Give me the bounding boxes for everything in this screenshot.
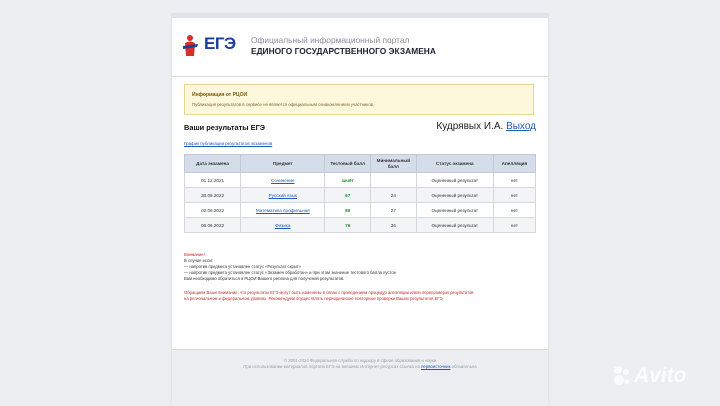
column-header-appeal: Апелляция — [493, 155, 535, 173]
results-notes — [184, 252, 396, 282]
note-line: Вам необходимо обратиться в РЦОИ Вашего региона для получения результатов. — [184, 276, 345, 281]
subject-link[interactable]: Физика — [275, 222, 291, 228]
info-notice — [184, 84, 534, 115]
note-line: В случае если: — [184, 258, 213, 263]
logo-text: ЕГЭ — [204, 34, 236, 53]
copyright-text: © 2001-2024 Федеральная служба по надзору в сфере образования и науки — [283, 358, 437, 363]
footer-attribution — [172, 364, 548, 369]
logo-figure-icon — [182, 34, 204, 58]
table-row — [185, 188, 536, 203]
results-table — [184, 154, 536, 233]
user-name: Кудрявых И.А. — [436, 121, 504, 132]
user-area — [436, 121, 536, 132]
results-change-warning — [184, 290, 474, 302]
avito-watermark-text: Avito — [634, 364, 687, 387]
column-header-score: Тестовый балл — [325, 155, 371, 173]
avito-watermark — [612, 364, 712, 394]
exam-date: 01.12.2021 — [185, 173, 241, 188]
min-score: 24 — [371, 188, 417, 203]
source-link[interactable]: первоисточник — [421, 364, 451, 369]
portal-header — [172, 18, 548, 77]
min-score: 36 — [371, 218, 417, 233]
warning-line: Обращаем Ваше внимание, что результаты ЕГЭ могут быть изменены в связи с проведением процедур апелляции и/или перепроверок результатов — [184, 290, 474, 295]
portal-title: ЕДИНОГО ГОСУДАРСТВЕННОГО ЭКЗАМЕНА — [251, 46, 436, 56]
portal-page — [172, 14, 548, 405]
logout-link[interactable]: Выход — [506, 121, 536, 132]
column-header-subject: Предмет — [241, 155, 325, 173]
warning-line: на региональном и федеральном уровнях. Рекомендуем осуществлять периодические повторные проверки Ваших результатов ЕГЭ. — [184, 296, 444, 301]
test-score: зачёт — [325, 173, 371, 188]
test-score: 76 — [325, 218, 371, 233]
note-line: — напротив предмета установлен статус «Результат скрыт» — [184, 264, 302, 269]
subject-link[interactable]: Русский язык — [268, 192, 297, 198]
exam-date: 30.05.2022 — [185, 188, 241, 203]
page-footer — [172, 349, 548, 406]
info-text: Публикация результатов в сервисе не является официальным ознакомлением участников. — [192, 102, 375, 107]
min-score — [371, 173, 417, 188]
test-score: 86 — [325, 203, 371, 218]
test-score: 67 — [325, 188, 371, 203]
portal-subtitle: Официальный информационный портал — [251, 35, 410, 45]
appeal-status: нет — [493, 203, 535, 218]
results-title: Ваши результаты ЕГЭ — [184, 123, 266, 132]
appeal-status: нет — [493, 188, 535, 203]
min-score: 27 — [371, 203, 417, 218]
table-row — [185, 173, 536, 188]
exam-date: 02.06.2022 — [185, 203, 241, 218]
column-header-status: Статус экзамена — [416, 155, 493, 173]
info-title: Информация от РЦОИ — [192, 92, 248, 98]
attention-label: Внимание! — [184, 252, 205, 257]
appeal-status: нет — [493, 173, 535, 188]
column-header-min-score: Минимальный балл — [371, 155, 417, 173]
attribution-suffix: обязательна — [451, 364, 477, 369]
exam-status: Оцененный результат — [416, 203, 493, 218]
exam-status: Оцененный результат — [416, 188, 493, 203]
note-line: — напротив предмета установлен статус «Экзамен обработан» и при этом значение тестового балла пустое — [184, 270, 397, 275]
subject-link[interactable]: Математика профильная — [255, 207, 310, 213]
subject-link[interactable]: Сочинение — [271, 177, 295, 183]
appeal-status: нет — [493, 218, 535, 233]
exam-date: 06.06.2022 — [185, 218, 241, 233]
table-row — [185, 218, 536, 233]
exam-status: Оцененный результат — [416, 173, 493, 188]
ege-logo[interactable] — [182, 34, 234, 58]
exam-status: Оцененный результат — [416, 218, 493, 233]
schedule-link[interactable]: График публикации результатов экзаменов — [184, 141, 273, 146]
column-header-date: Дата экзамена — [185, 155, 241, 173]
table-row — [185, 203, 536, 218]
table-header-row — [185, 155, 536, 173]
attribution-prefix: При использовании материалов портала ЕГЭ на внешних Интернет-ресурсах ссылка на — [243, 364, 420, 369]
avito-dots-icon — [612, 364, 632, 388]
